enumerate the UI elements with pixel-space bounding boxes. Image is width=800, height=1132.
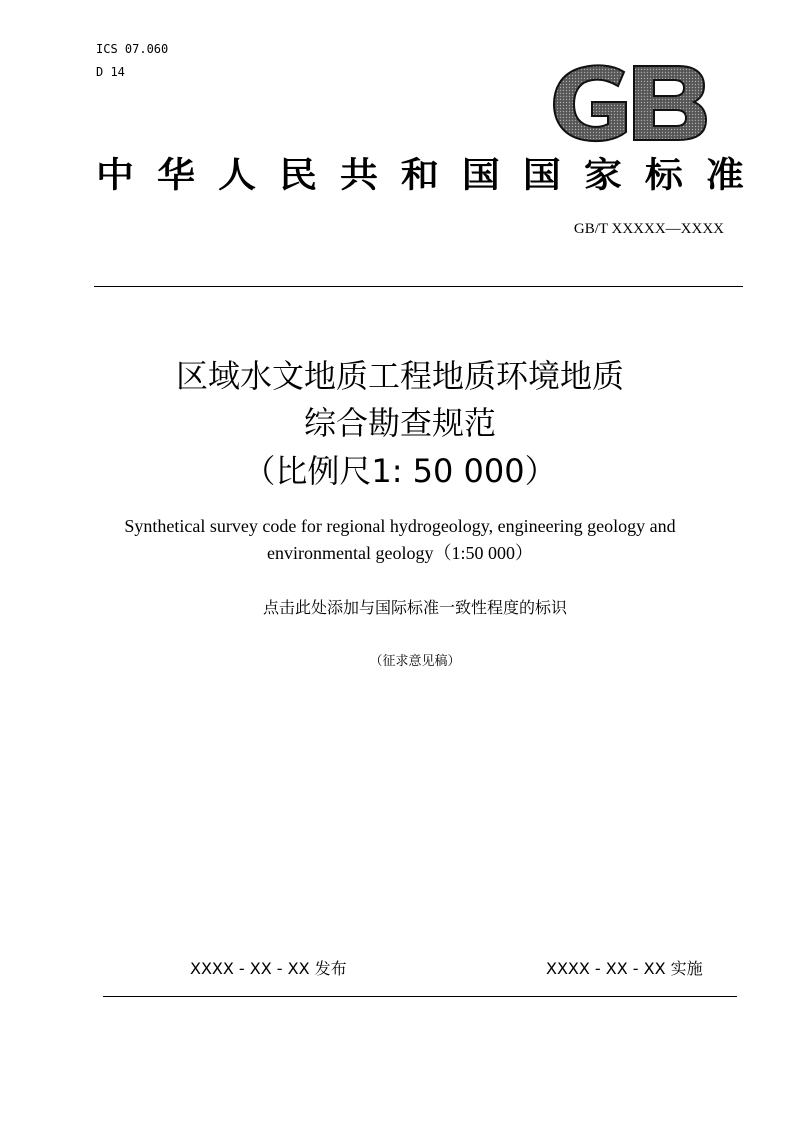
national-char: 华	[156, 154, 195, 196]
document-title-scale[interactable]: （比例尺1: 50 000）	[243, 452, 557, 490]
national-char: 准	[705, 154, 744, 196]
national-char: 标	[644, 154, 683, 196]
gb-logo	[550, 62, 708, 144]
standard-number: GB/T XXXXX—XXXX	[573, 221, 724, 237]
national-char: 和	[400, 154, 439, 196]
national-char: 家	[583, 154, 622, 196]
consistency-placeholder[interactable]: 点击此处添加与国际标准一致性程度的标识	[262, 598, 567, 617]
document-title-line-1[interactable]: 区域水文地质工程地质环境地质	[175, 357, 624, 395]
national-char: 国	[522, 154, 561, 196]
draft-status: （征求意见稿）	[369, 654, 461, 669]
document-title-line-2[interactable]: 综合勘查规范	[303, 404, 496, 442]
national-char: 民	[278, 154, 317, 196]
national-char: 人	[217, 154, 256, 196]
national-char: 中	[96, 154, 135, 196]
header-divider	[94, 286, 743, 287]
issue-date[interactable]: XXXX - XX - XX 发布	[190, 959, 347, 978]
footer-divider	[103, 996, 737, 997]
national-char: 国	[461, 154, 500, 196]
ics-code: ICS 07.060	[96, 42, 169, 56]
national-char: 共	[339, 154, 378, 196]
english-title[interactable]: Synthetical survey code for regional hydrogeology, engineering geology and environmental geology（1:50 000）	[124, 516, 676, 563]
implementation-date[interactable]: XXXX - XX - XX 实施	[546, 959, 703, 978]
national-standard-heading	[96, 152, 744, 198]
classification-code: D 14	[96, 65, 125, 79]
